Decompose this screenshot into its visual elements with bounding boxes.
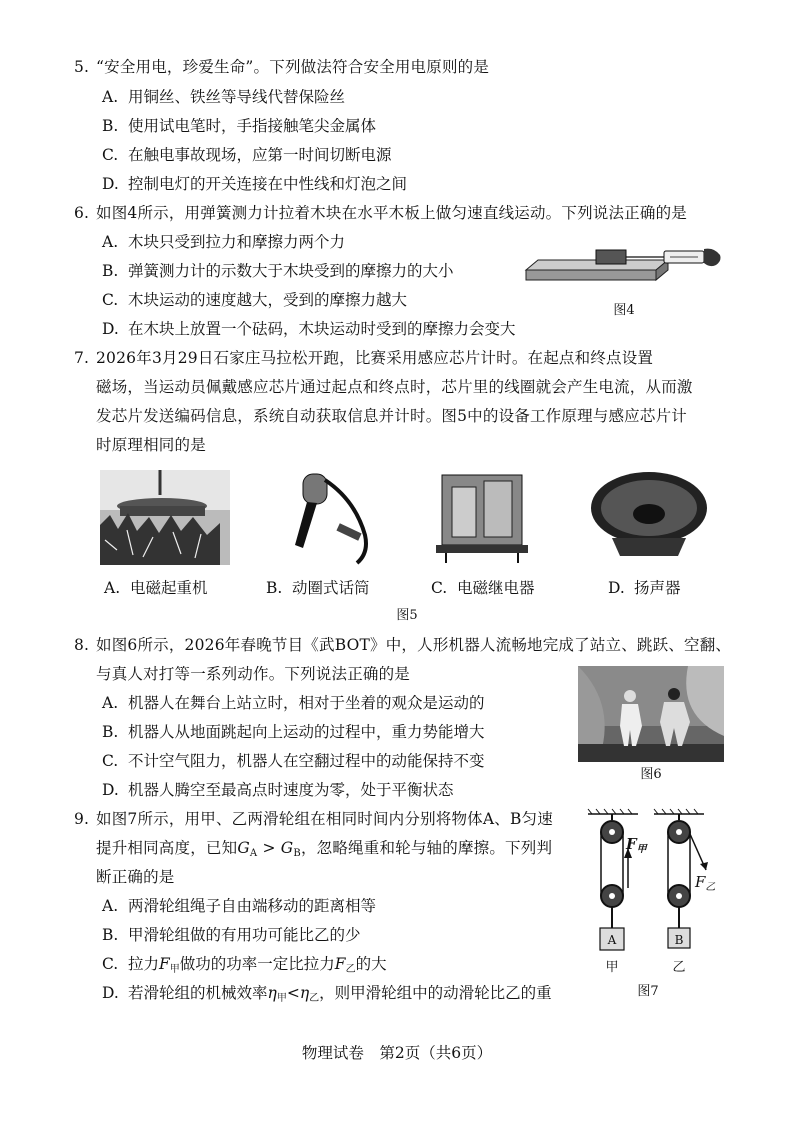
q9-option-c: C. 拉力$F_甲$做功的功率一定比拉力$F_乙$的大 xyxy=(102,955,387,975)
q6-stem: 6. 如图4所示，用弹簧测力计拉着木块在水平木板上做匀速直线运动。下列说法正确的是 xyxy=(74,204,687,222)
q5-option-c: C. 在触电事故现场，应第一时间切断电源 xyxy=(102,146,392,164)
q5-option-d: D. 控制电灯的开关连接在中性线和灯泡之间 xyxy=(102,175,408,193)
figure-4-spring-scale xyxy=(524,240,724,298)
figure-4-caption: 图4 xyxy=(613,303,635,318)
q9-option-b: B. 甲滑轮组做的有用功可能比乙的少 xyxy=(102,926,361,944)
q8-stem-line-2: 与真人对打等一系列动作。下列说法正确的是 xyxy=(96,665,411,683)
q8-option-d: D. 机器人腾空至最高点时速度为零，处于平衡状态 xyxy=(102,781,454,799)
q9-option-d: D. 若滑轮组的机械效率$\eta_甲<\eta_乙$，则甲滑轮组中的动滑轮比乙的重 xyxy=(102,984,552,1004)
figure-5-caption: 图5 xyxy=(396,608,418,623)
q7-stem-line-2: 磁场，当运动员佩戴感应芯片通过起点和终点时，芯片里的线圈就会产生电流，从而激 xyxy=(96,378,693,396)
microphone-image xyxy=(255,470,385,565)
q6-option-d: D. 在木块上放置一个砝码，木块运动时受到的摩擦力会变大 xyxy=(102,320,516,338)
crane-magnet-image xyxy=(100,470,230,565)
label-jia: 甲 xyxy=(605,960,619,975)
figure-6-caption: 图6 xyxy=(640,767,662,782)
q8-option-c: C. 不计空气阻力，机器人在空翻过程中的动能保持不变 xyxy=(102,752,485,770)
q7-option-a: A. 电磁起重机 xyxy=(104,579,208,597)
q7-stem-line-1: 7. 2026年3月29日石家庄马拉松开跑，比赛采用感应芯片计时。在起点和终点设置 xyxy=(74,349,654,367)
block-b-label: B xyxy=(674,933,684,947)
q6-option-b: B. 弹簧测力计的示数大于木块受到的摩擦力的大小 xyxy=(102,262,454,280)
q8-option-b: B. 机器人从地面跳起向上运动的过程中，重力势能增大 xyxy=(102,723,485,741)
q7-stem-line-3: 发芯片发送编码信息，系统自动获取信息并计时。图5中的设备工作原理与感应芯片计 xyxy=(96,407,687,425)
q5-stem xyxy=(74,56,489,78)
q7-option-b: B. 动圈式话筒 xyxy=(266,579,370,597)
q5-number: 5. xyxy=(74,58,90,76)
block-a-label: A xyxy=(607,933,617,947)
q7-option-d: D. 扬声器 xyxy=(608,579,681,597)
q7-option-c: C. 电磁继电器 xyxy=(431,579,535,597)
q5-option-b: B. 使用试电笔时，手指接触笔尖金属体 xyxy=(102,117,377,135)
speaker-image xyxy=(586,468,712,564)
page-footer: 物理试卷 第2页（共6页） xyxy=(301,1044,493,1062)
q9-stem-line-3: 断正确的是 xyxy=(96,868,175,886)
q6-option-a: A. 木块只受到拉力和摩擦力两个力 xyxy=(102,233,346,251)
q9-option-a: A. 两滑轮组绳子自由端移动的距离相等 xyxy=(102,897,377,915)
q5-option-a: A. 用铜丝、铁丝等导线代替保险丝 xyxy=(102,88,346,106)
figure-7-caption: 图7 xyxy=(637,984,659,999)
q8-stem-line-1: 8. 如图6所示，2026年春晚节目《武BOT》中，人形机器人流畅地完成了站立、跳跃、空翻、 xyxy=(74,636,732,654)
q5-stem-text: “安全用电，珍爱生命”。下列做法符合安全用电原则的是 xyxy=(96,58,490,76)
figure-6-robot-photo xyxy=(578,666,724,762)
q7-stem-line-4: 时原理相同的是 xyxy=(96,436,206,454)
q8-option-a: A. 机器人在舞台上站立时，相对于坐着的观众是运动的 xyxy=(102,694,485,712)
label-f-yi: $F_乙$ xyxy=(695,873,716,893)
relay-image xyxy=(432,467,532,565)
label-f-jia: $F_甲$ xyxy=(626,835,647,855)
label-yi: 乙 xyxy=(672,960,686,975)
q9-stem-line-2: 提升相同高度，已知$G_A > G_B$，忽略绳重和轮与轴的摩擦。下列判 xyxy=(96,839,553,859)
q6-option-c: C. 木块运动的速度越大，受到的摩擦力越大 xyxy=(102,291,408,309)
q9-stem-line-1: 9. 如图7所示，用甲、乙两滑轮组在相同时间内分别将物体A、B匀速 xyxy=(74,810,553,828)
